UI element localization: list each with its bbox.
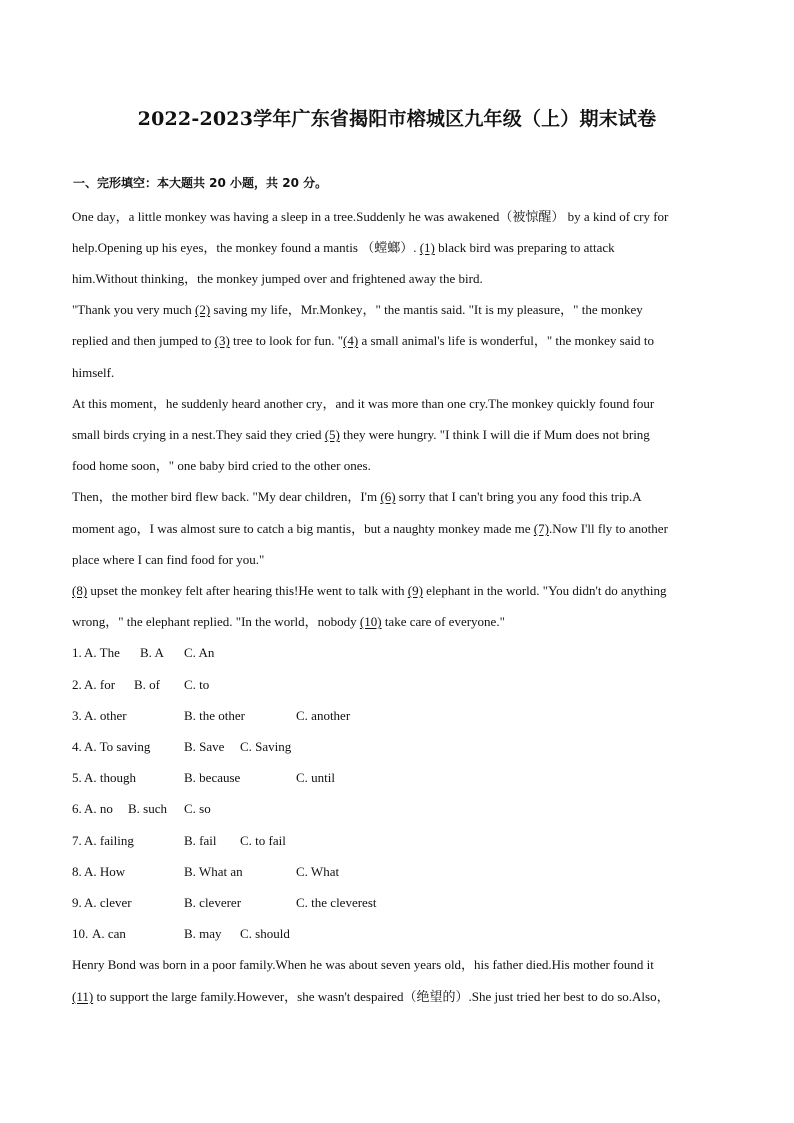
passage-line: help.Opening up his eyes，the monkey found a mantis （螳螂）. (1) black bird was preparing to attack [72, 240, 615, 255]
option-c[interactable]: C. the cleverest [296, 895, 377, 910]
option-b[interactable]: B. such [128, 801, 167, 816]
passage-line: (11) to support the large family.However，she wasn't despaired（绝望的）.She just tried her best to do so.Also， [72, 989, 670, 1004]
option-a[interactable]: A. failing [84, 833, 134, 848]
option-a[interactable]: A. can [92, 926, 126, 941]
blank-10: (10) [359, 614, 382, 629]
blank-2: (2) [195, 302, 211, 317]
option-a[interactable]: A. To saving [84, 739, 151, 754]
option-b[interactable]: B. Save [184, 739, 225, 754]
option-b[interactable]: B. fail [184, 833, 217, 848]
passage-line: At this moment，he suddenly heard another cry，and it was more than one cry.The monkey quickly found four [72, 396, 655, 411]
passage-line: place where I can find food for you." [72, 552, 265, 567]
option-c[interactable]: C. to fail [240, 833, 286, 848]
option-c[interactable]: C. another [296, 708, 351, 723]
option-b[interactable]: B. cleverer [184, 895, 242, 910]
option-c[interactable]: C. should [240, 926, 290, 941]
option-a[interactable]: A. no [84, 801, 113, 816]
passage-line: "Thank you very much (2) saving my life，Mr.Monkey，" the mantis said. "It is my pleasure，" the monkey [72, 302, 643, 317]
passage-line: wrong，" the elephant replied. "In the world，nobody (10) take care of everyone." [72, 614, 505, 629]
blank-1: (1) [419, 240, 435, 255]
blank-9: (9) [407, 583, 423, 598]
option-b[interactable]: B. may [184, 926, 222, 941]
blank-5: (5) [324, 427, 340, 442]
passage-line: food home soon，" one baby bird cried to the other ones. [72, 458, 371, 473]
blank-8: (8) [72, 583, 88, 598]
option-c[interactable]: C. so [184, 801, 211, 816]
option-a[interactable]: A. How [84, 864, 126, 879]
passage-line: small birds crying in a nest.They said they cried (5) they were hungry. "I think I will die if Mum does not bring [72, 427, 650, 442]
blank-4: (4) [343, 333, 359, 348]
option-a[interactable]: A. clever [84, 895, 132, 910]
blank-7: (7) [533, 521, 549, 536]
blank-3: (3) [214, 333, 230, 348]
blank-6: (6) [380, 489, 396, 504]
passage-line: Then，the mother bird flew back. "My dear children，I'm (6) sorry that I can't bring you any food this trip.A [72, 489, 642, 504]
exam-title: 2022-2023学年广东省揭阳市榕城区九年级（上）期末试卷 [137, 108, 657, 130]
exam-page: 2022-2023学年广东省揭阳市榕城区九年级（上）期末试卷 一、完形填空：本大题共 20 小题，共 20 分。 One day，a little monkey was having a sleep in a tree.Suddenly he was awakened（被惊醒） by a kind of cry for help.Opening up his eyes，the monkey found a mantis （螳螂）. (1) black bird was preparing to attack him.Without thinking，the monkey jumped over and frightened away the bird. "Thank you very much (2) saving my life，Mr.Monkey，" the mantis said. "It is my pleasure，" the monkey replied and then jumped to (3) tree to look for fun. "(4) a small animal's life is wonderful，" the monkey said to himself. At this moment，he suddenly heard another cry，and it was more than one cry.The monkey quickly found four small birds crying in a nest.They said they cried (5) they were hungry. "I think I will die if Mum does not bring food home soon，" one baby bird cried to the other ones. Then，the mother bird flew back. "My dear children，I'm (6) sorry that I can't bring you any food this trip.A moment ago，I was almost sure to catch a big mantis，but a naughty monkey made me (7).Now I'll fly to another place where I can find food for you." (8) upset the monkey felt after hearing this!He went to talk with (9) elephant in the world. "You didn't do anything wrong，" the elephant replied. "In the world，nobody (10) take care of everyone." 1. A. The B. A C. An 2. A. for B. of C. to 3. A. other B. the other C. another 4. A. To saving B. Save C. Saving 5. A. though B. because C. until 6. A. no B. such C. so 7. A. failing B. fail C. to fail 8. A. How B. What an C. What 9. A. clever B. cleverer C. the cleverest 10. A. can B. may C. should Henry Bond was born in a poor family.When he was about seven years old，his father died.His mother found it (11) to support the large family.However，she wasn't despaired（绝望的）.She just tried her best to do so.Also， [0, 0, 794, 1123]
passage-line: replied and then jumped to (3) tree to look for fun. "(4) a small animal's life is wonderful，" the monkey said to [72, 333, 654, 348]
option-a[interactable]: A. though [84, 770, 136, 785]
option-c[interactable]: C. until [296, 770, 336, 785]
passage-line: Henry Bond was born in a poor family.When he was about seven years old，his father died.His mother found it [72, 957, 654, 972]
passage-line: (8) upset the monkey felt after hearing this!He went to talk with (9) elephant in the world. "You didn't do anything [72, 583, 667, 598]
section-heading: 一、完形填空：本大题共 20 小题，共 20 分。 [73, 176, 328, 190]
option-c[interactable]: C. An [184, 645, 215, 660]
option-c[interactable]: C. What [296, 864, 340, 879]
option-a[interactable]: A. other [84, 708, 127, 723]
option-a[interactable]: A. for [84, 677, 116, 692]
option-b[interactable]: B. of [134, 677, 160, 692]
option-c[interactable]: C. to [184, 677, 210, 692]
option-a[interactable]: A. The [84, 645, 120, 660]
option-b[interactable]: B. A [140, 645, 164, 660]
passage-line: moment ago，I was almost sure to catch a big mantis，but a naughty monkey made me (7).Now I'll fly to another [72, 521, 668, 536]
option-b[interactable]: B. because [184, 770, 241, 785]
blank-11: (11) [72, 989, 94, 1004]
option-c[interactable]: C. Saving [240, 739, 292, 754]
passage-line: himself. [72, 365, 115, 380]
option-b[interactable]: B. What an [184, 864, 243, 879]
passage-line: him.Without thinking，the monkey jumped over and frightened away the bird. [72, 271, 483, 286]
passage-line: One day，a little monkey was having a sleep in a tree.Suddenly he was awakened（被惊醒） by a kind of cry for [72, 209, 669, 224]
option-b[interactable]: B. the other [184, 708, 246, 723]
